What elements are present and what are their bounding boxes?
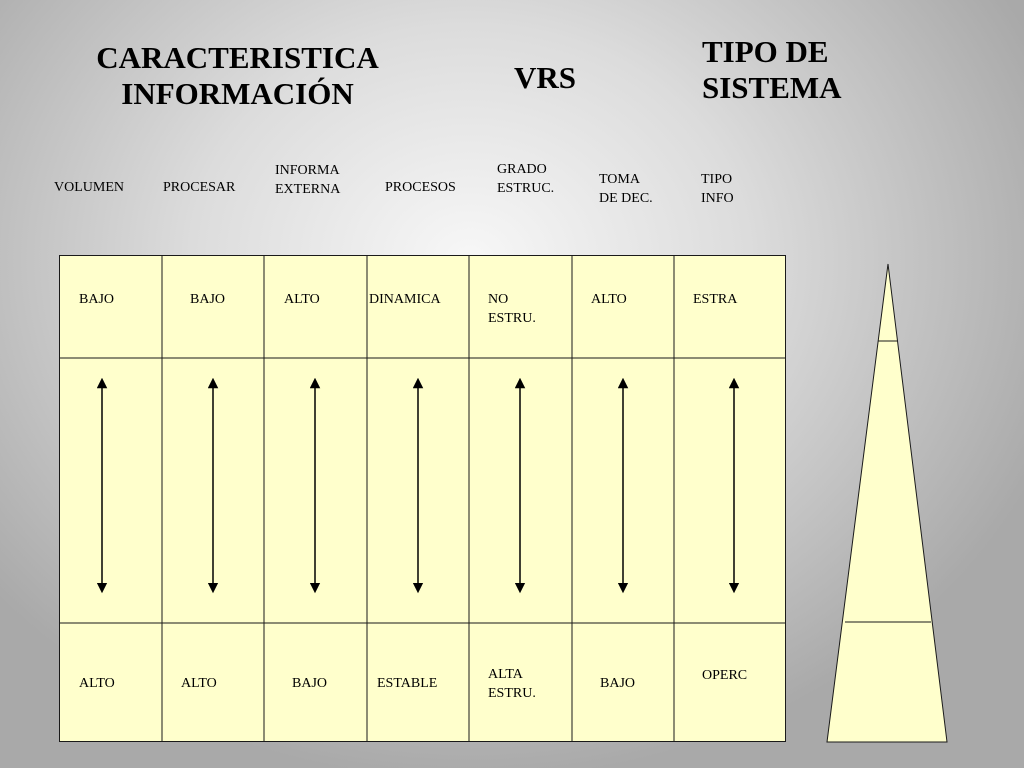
top-cell-procesar-line1: BAJO	[190, 292, 226, 307]
title-vrs: VRS	[514, 60, 577, 95]
bottom-cell-tipo-info-line1: OPERC	[702, 668, 748, 683]
top-cell-volumen-line1: BAJO	[79, 292, 115, 307]
header-procesar	[163, 178, 235, 197]
bottom-cell-procesos-line1: ESTABLE	[377, 676, 438, 691]
top-cell-volumen	[79, 290, 114, 309]
header-procesar-line1: PROCESAR	[163, 180, 236, 195]
title-right-line2: SISTEMA	[702, 70, 842, 105]
grid-background	[60, 256, 786, 742]
header-volumen	[54, 178, 124, 197]
top-cell-procesar	[190, 290, 225, 309]
system-pyramid	[825, 262, 951, 744]
top-cell-grado-estruc-line2: ESTRU.	[488, 311, 536, 326]
bottom-cell-volumen-line1: ALTO	[79, 676, 115, 691]
header-toma-de-dec	[599, 170, 653, 208]
bottom-cell-informa-externa	[292, 674, 327, 693]
top-cell-toma-de-dec	[591, 290, 627, 309]
top-cell-grado-estruc	[488, 290, 536, 328]
top-cell-informa-externa-line1: ALTO	[284, 292, 320, 307]
top-cell-grado-estruc-line1: NO	[488, 292, 509, 307]
header-informa-externa-line1: INFORMA	[275, 163, 340, 178]
pyramid-shape	[827, 264, 947, 742]
title-right-line1: TIPO DE	[702, 34, 829, 69]
header-volumen-line1: VOLUMEN	[54, 180, 124, 195]
header-tipo-info-line1: TIPO	[701, 172, 733, 187]
top-cell-tipo-info	[693, 290, 737, 309]
header-informa-externa-line2: EXTERNA	[275, 182, 341, 197]
bottom-cell-procesos	[377, 674, 437, 693]
bottom-cell-toma-de-dec-line1: BAJO	[600, 676, 636, 691]
header-tipo-info-line2: INFO	[701, 191, 734, 206]
characteristic-grid	[59, 255, 787, 743]
header-informa-externa	[275, 161, 340, 199]
bottom-cell-procesar-line1: ALTO	[181, 676, 217, 691]
header-tipo-info	[701, 170, 734, 208]
bottom-cell-procesar	[181, 674, 217, 693]
header-grado-estruc-line2: ESTRUC.	[497, 181, 555, 196]
header-procesos-line1: PROCESOS	[385, 180, 456, 195]
title-left-line2: INFORMACIÓN	[121, 76, 354, 111]
top-cell-toma-de-dec-line1: ALTO	[591, 292, 627, 307]
header-toma-de-dec-line2: DE DEC.	[599, 191, 653, 206]
title-left-line1: CARACTERISTICA	[96, 40, 379, 75]
bottom-cell-volumen	[79, 674, 115, 693]
bottom-cell-informa-externa-line1: BAJO	[292, 676, 328, 691]
bottom-cell-tipo-info	[702, 666, 747, 685]
bottom-cell-toma-de-dec	[600, 674, 635, 693]
header-grado-estruc	[497, 160, 554, 198]
top-cell-informa-externa	[284, 290, 320, 309]
title-tipo-de-sistema	[702, 34, 842, 106]
top-cell-procesos	[369, 290, 441, 309]
header-procesos	[385, 178, 456, 197]
header-toma-de-dec-line1: TOMA	[599, 172, 640, 187]
bottom-cell-grado-estruc	[488, 665, 536, 703]
bottom-cell-grado-estruc-line1: ALTA	[488, 667, 523, 682]
header-grado-estruc-line1: GRADO	[497, 162, 547, 177]
bottom-cell-grado-estruc-line2: ESTRU.	[488, 686, 536, 701]
top-cell-tipo-info-line1: ESTRA	[693, 292, 738, 307]
top-cell-procesos-line1: DINAMICA	[369, 292, 441, 307]
title-caracteristica-informacion	[70, 40, 405, 112]
